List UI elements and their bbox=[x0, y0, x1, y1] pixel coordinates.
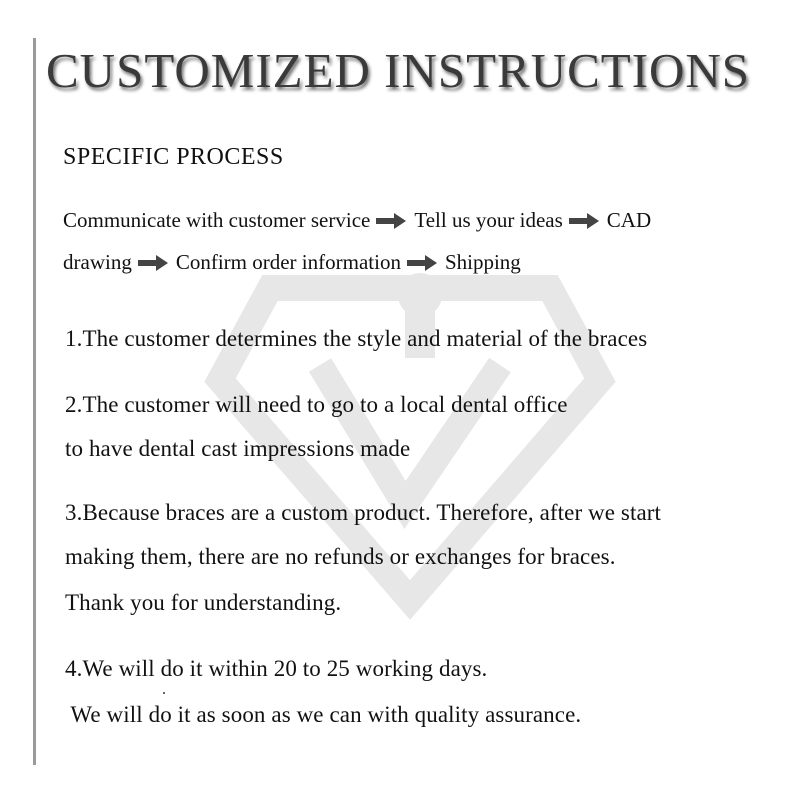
right-arrow-icon bbox=[138, 255, 168, 271]
process-step: Communicate with customer service bbox=[63, 208, 371, 232]
instruction-3-line-3: Thank you for understanding. bbox=[65, 590, 342, 615]
instruction-3-line-1: 3.Because braces are a custom product. Therefore, after we start bbox=[65, 500, 662, 525]
process-flow-line-2 bbox=[63, 250, 521, 275]
left-vertical-rule bbox=[33, 38, 36, 765]
process-step: Confirm order information bbox=[175, 250, 401, 274]
stray-dot bbox=[163, 692, 165, 694]
process-step: drawing bbox=[63, 250, 132, 274]
right-arrow-icon bbox=[569, 213, 599, 229]
section-heading: SPECIFIC PROCESS bbox=[63, 144, 284, 170]
process-step: Tell us your ideas bbox=[414, 208, 563, 232]
right-arrow-icon bbox=[407, 255, 437, 271]
instruction-4-line-2: We will do it as soon as we can with quality assurance. bbox=[65, 702, 582, 727]
process-flow-line-1 bbox=[63, 208, 651, 233]
instruction-2-line-2: to have dental cast impressions made bbox=[65, 436, 411, 461]
process-step: Shipping bbox=[444, 250, 521, 274]
instruction-1-line-1: 1.The customer determines the style and material of the braces bbox=[65, 326, 648, 351]
process-step: CAD bbox=[606, 208, 652, 232]
page-title: CUSTOMIZED INSTRUCTIONS bbox=[46, 43, 751, 98]
instruction-4-line-1: 4.We will do it within 20 to 25 working days. bbox=[65, 656, 488, 681]
right-arrow-icon bbox=[376, 213, 406, 229]
instruction-2-line-1: 2.The customer will need to go to a local dental office bbox=[65, 392, 568, 417]
instruction-3-line-2: making them, there are no refunds or exchanges for braces. bbox=[65, 544, 616, 569]
